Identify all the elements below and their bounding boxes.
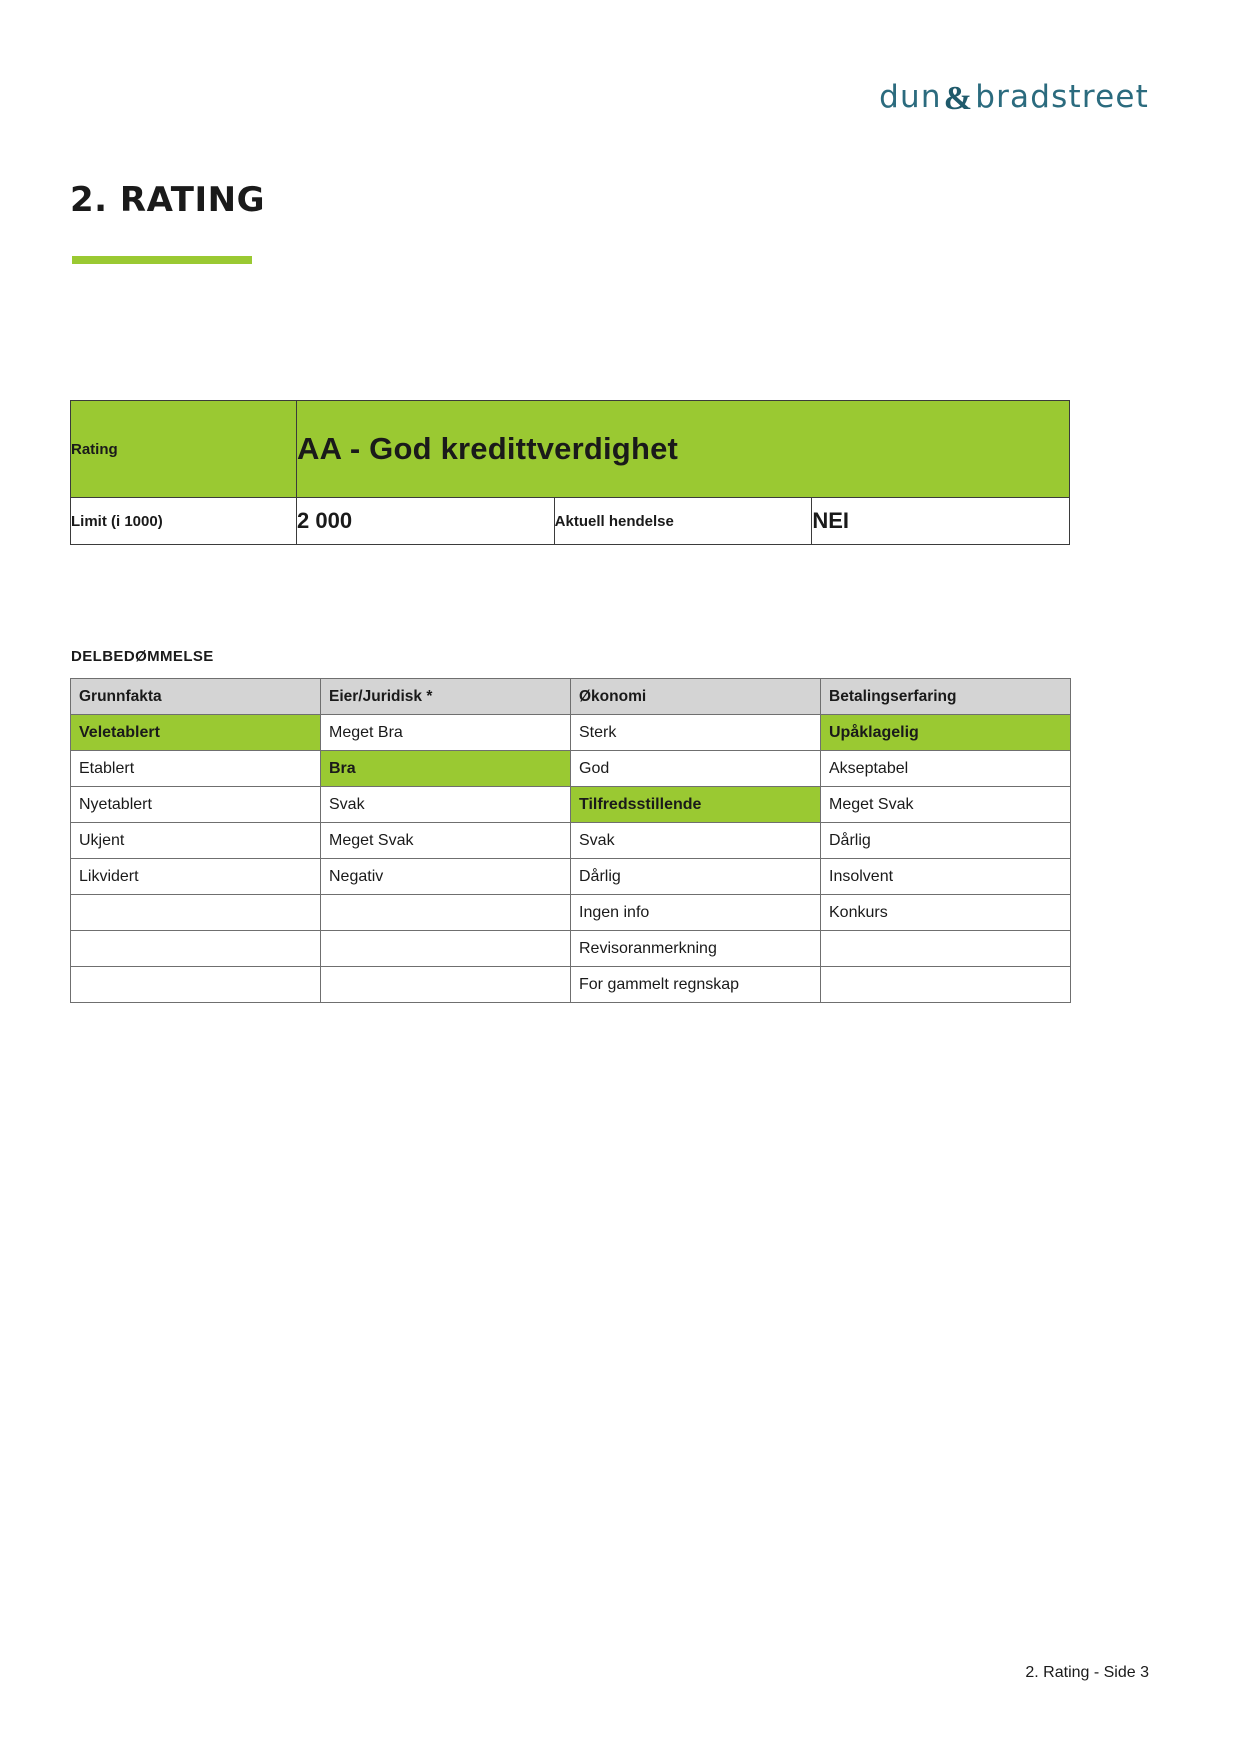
- page-title: 2. RATING: [70, 180, 265, 220]
- table-row: [71, 895, 1071, 931]
- logo-right-text: bradstreet: [975, 79, 1149, 115]
- table-row: [71, 931, 1071, 967]
- table-cell: [821, 931, 1071, 967]
- column-header-betalingserfaring: Betalingserfaring: [821, 679, 1071, 715]
- table-cell: Bra: [321, 751, 571, 787]
- table-row: [71, 859, 1071, 895]
- event-label-cell: Aktuell hendelse: [554, 498, 812, 545]
- table-cell: Dårlig: [821, 823, 1071, 859]
- column-header-okonomi: Økonomi: [571, 679, 821, 715]
- title-underline-rule: [72, 256, 252, 264]
- event-value-cell: NEI: [812, 498, 1070, 545]
- table-cell: Upåklagelig: [821, 715, 1071, 751]
- delbedommelse-title: DELBEDØMMELSE: [71, 648, 214, 665]
- table-row: [71, 715, 1071, 751]
- table-cell: Tilfredsstillende: [571, 787, 821, 823]
- column-header-grunnfakta: Grunnfakta: [71, 679, 321, 715]
- rating-value-cell: AA - God kredittverdighet: [297, 401, 1070, 498]
- delbedommelse-table: [70, 678, 1071, 1003]
- table-cell: Insolvent: [821, 859, 1071, 895]
- limit-value-cell: 2 000: [297, 498, 555, 545]
- table-cell: Negativ: [321, 859, 571, 895]
- table-cell: Konkurs: [821, 895, 1071, 931]
- table-row: [71, 498, 1070, 545]
- limit-label-cell: Limit (i 1000): [71, 498, 297, 545]
- table-cell: [71, 931, 321, 967]
- table-cell: Akseptabel: [821, 751, 1071, 787]
- table-cell: Ukjent: [71, 823, 321, 859]
- table-row: [71, 967, 1071, 1003]
- ampersand-icon: &: [943, 80, 974, 117]
- table-cell: Likvidert: [71, 859, 321, 895]
- table-row: [71, 751, 1071, 787]
- table-row: [71, 401, 1070, 498]
- rating-label-cell: Rating: [71, 401, 297, 498]
- table-cell: [321, 967, 571, 1003]
- table-cell: Meget Bra: [321, 715, 571, 751]
- table-row: [71, 787, 1071, 823]
- table-cell: For gammelt regnskap: [571, 967, 821, 1003]
- table-cell: Svak: [321, 787, 571, 823]
- table-cell: God: [571, 751, 821, 787]
- table-cell: [71, 895, 321, 931]
- table-cell: Veletablert: [71, 715, 321, 751]
- table-cell: [821, 967, 1071, 1003]
- page-footer: 2. Rating - Side 3: [1025, 1664, 1149, 1681]
- table-cell: [71, 967, 321, 1003]
- table-cell: Nyetablert: [71, 787, 321, 823]
- dun-bradstreet-logo: [879, 78, 1149, 116]
- table-cell: Dårlig: [571, 859, 821, 895]
- logo-left-text: dun: [879, 79, 942, 115]
- table-row: [71, 823, 1071, 859]
- table-cell: [321, 931, 571, 967]
- table-cell: Meget Svak: [321, 823, 571, 859]
- rating-summary-table: [70, 400, 1070, 545]
- table-cell: Svak: [571, 823, 821, 859]
- table-cell: Ingen info: [571, 895, 821, 931]
- table-cell: Etablert: [71, 751, 321, 787]
- column-header-eier-juridisk: Eier/Juridisk *: [321, 679, 571, 715]
- table-cell: [321, 895, 571, 931]
- table-cell: Meget Svak: [821, 787, 1071, 823]
- table-cell: Sterk: [571, 715, 821, 751]
- table-cell: Revisoranmerkning: [571, 931, 821, 967]
- table-header-row: [71, 679, 1071, 715]
